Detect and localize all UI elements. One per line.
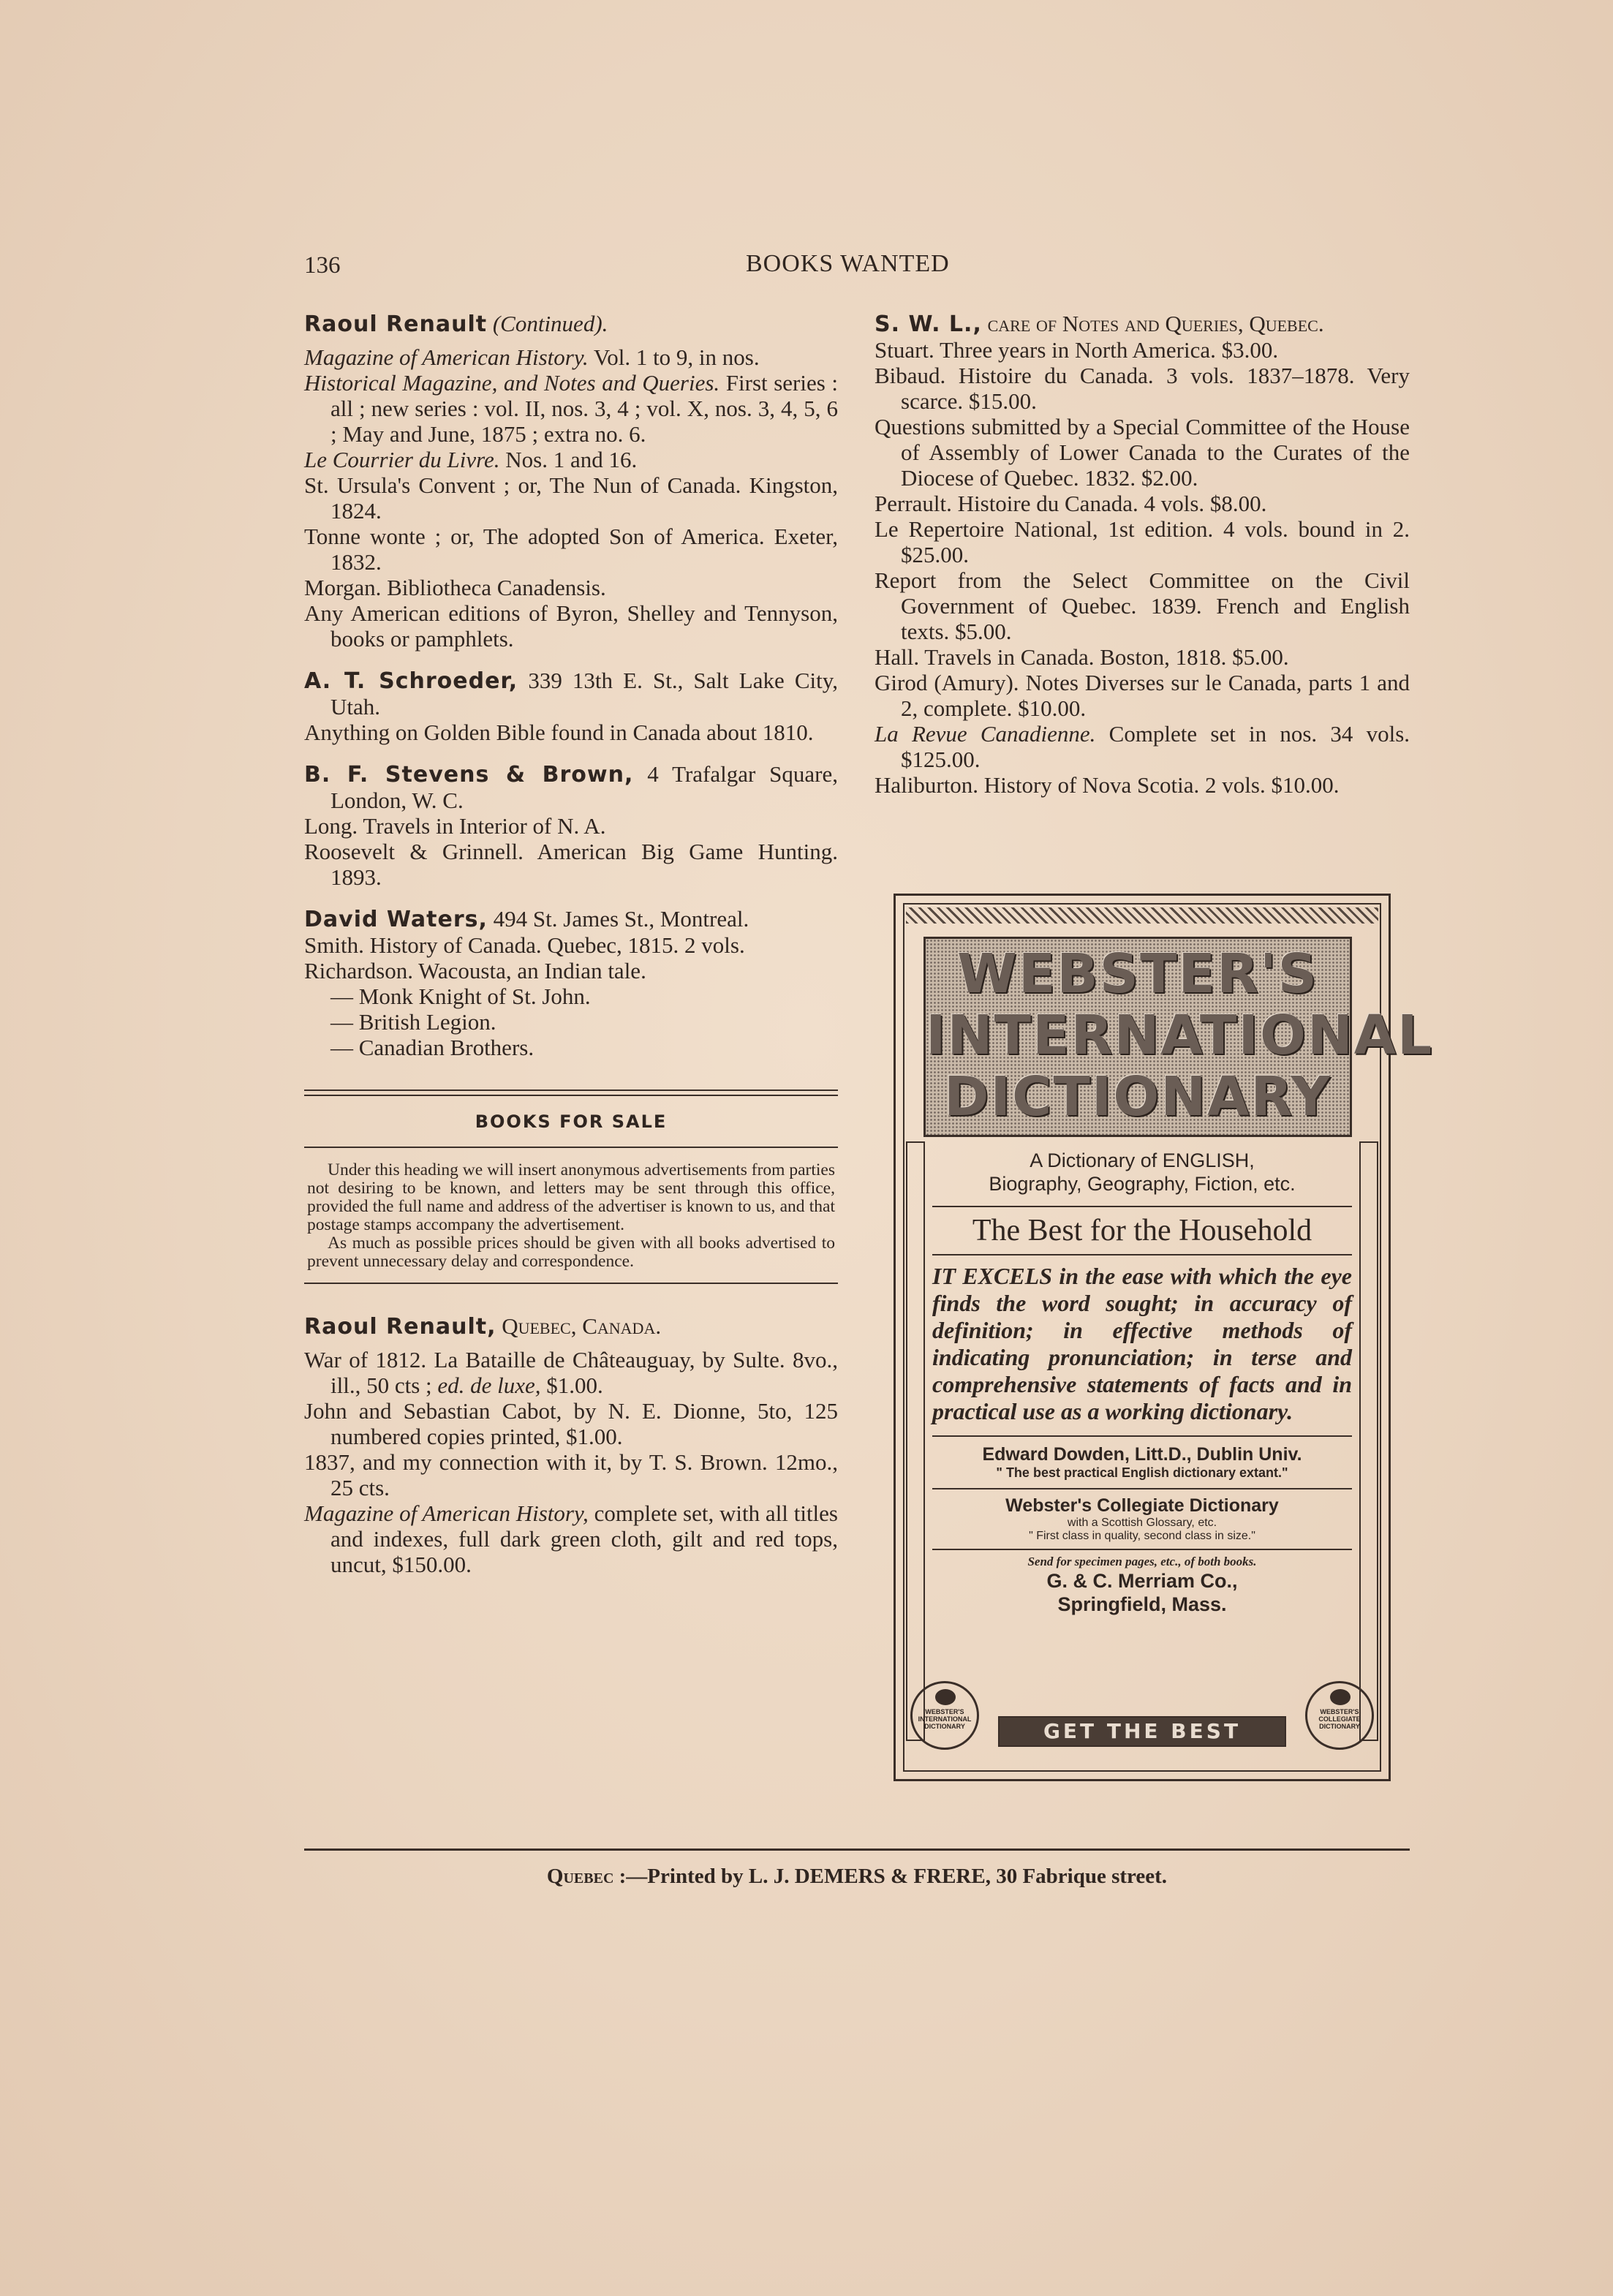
- left-column: [304, 311, 838, 1577]
- book-entry: Anything on Golden Bible found in Canada about 1810.: [304, 720, 814, 745]
- ad-slogan: GET THE BEST: [998, 1716, 1286, 1747]
- book-entry: Smith. History of Canada. Quebec, 1815. 2 vols.: [304, 932, 745, 958]
- webster-advertisement: [894, 894, 1434, 1781]
- book-entry: Bibaud. Histoire du Canada. 3 vols. 1837–1878. Very scarce. $15.00.: [875, 363, 1410, 414]
- ad-title-line: DICTIONARY: [944, 1065, 1331, 1128]
- book-entry: [875, 721, 1410, 772]
- advertiser-name: Raoul Renault: [304, 311, 488, 337]
- book-entry: Perrault. Histoire du Canada. 4 vols. $8.00.: [875, 491, 1267, 516]
- ad-send-note: Send for specimen pages, etc., of both books.: [932, 1549, 1352, 1569]
- page-number: 136: [304, 252, 341, 279]
- book-entry: Richardson. Wacousta, an Indian tale.: [304, 958, 646, 983]
- advertiser-heading: [304, 906, 838, 932]
- ad-title-box: [923, 937, 1434, 1137]
- book-entry: Any American editions of Byron, Shelley and Tennyson, books or pamphlets.: [304, 600, 838, 652]
- book-entry: Roosevelt & Grinnell. American Big Game Hunting. 1893.: [304, 839, 838, 890]
- book-entry: Questions submitted by a Special Committee of the House of Assembly of Lower Canada to the Curates of the Diocese of Quebec. 1832. $2.00.: [875, 414, 1410, 491]
- book-sub-entry: — Monk Knight of St. John.: [330, 983, 591, 1009]
- section-divider: [304, 1147, 838, 1148]
- advertiser-name: Raoul Renault,: [304, 1314, 496, 1340]
- book-sub-entry: — Canadian Brothers.: [330, 1035, 534, 1060]
- book-sub-entry: — British Legion.: [330, 1009, 496, 1035]
- ad-title-line: INTERNATIONAL: [926, 1004, 1434, 1067]
- book-entry: [304, 1347, 838, 1398]
- book-entry: [304, 1500, 838, 1577]
- book-entry: Tonne wonte ; or, The adopted Son of America. Exeter, 1832.: [304, 524, 838, 575]
- book-entry: [304, 344, 838, 370]
- seal-icon: [910, 1681, 979, 1750]
- advertiser-address: 4 Trafalgar Square, London, W. C.: [330, 761, 838, 813]
- advertiser-heading: [304, 668, 838, 720]
- advertiser-name: A. T. Schroeder,: [304, 668, 518, 694]
- advertiser-heading: [304, 311, 838, 337]
- section-title: BOOKS FOR SALE: [475, 1111, 668, 1132]
- book-title: Le Courrier du Livre.: [304, 447, 500, 472]
- seal-icon: [1305, 1681, 1374, 1750]
- ad-collegiate-title: Webster's Collegiate Dictionary: [932, 1488, 1352, 1517]
- imprint-place: Quebec: [546, 1865, 614, 1888]
- footer-rule: [304, 1848, 1410, 1851]
- notice-paragraph: Under this heading we will insert anonymous advertisements from parties not desiring to be known, and letters may be sent through this office, provided the full name and address of the advertiser is known to us, and that postage stamps accompany the advertisement.: [307, 1160, 835, 1234]
- column-ornament: [1359, 1141, 1378, 1741]
- book-details: Complete set in nos. 34 vols. $125.00.: [901, 721, 1410, 772]
- advertiser-name: S. W. L.,: [875, 311, 982, 337]
- section-divider: [304, 1090, 838, 1096]
- seal-label: WEBSTER'S INTERNATIONAL DICTIONARY: [918, 1708, 972, 1730]
- ad-publisher: G. & C. Merriam Co.,: [1046, 1570, 1238, 1592]
- running-head: BOOKS WANTED: [746, 250, 950, 277]
- notice-paragraph: As much as possible prices should be given with all books advertised to prevent unnecessary delay and correspondence.: [307, 1234, 835, 1271]
- book-details: Nos. 1 and 16.: [499, 447, 638, 472]
- imprint-text: :—Printed by L. J. DEMERS & FRERE, 30 Fabrique street.: [613, 1865, 1168, 1888]
- ad-endorser: Edward Dowden, Litt.D., Dublin Univ.: [932, 1435, 1352, 1465]
- ad-publisher-city: Springfield, Mass.: [1057, 1593, 1227, 1615]
- for-sale-notice: [304, 1161, 838, 1271]
- advertiser-address: Quebec, Canada.: [496, 1313, 662, 1339]
- ad-content: [932, 1149, 1352, 1616]
- column-ornament: [906, 1141, 925, 1741]
- book-entry: Stuart. Three years in North America. $3.00.: [875, 337, 1279, 363]
- ad-subtitle: Biography, Geography, Fiction, etc.: [989, 1173, 1296, 1195]
- book-entry: [304, 447, 838, 472]
- book-entry: Report from the Select Committee on the Civil Government of Quebec. 1839. French and English texts. $5.00.: [875, 567, 1410, 644]
- book-entry: [304, 370, 838, 447]
- book-entry: 1837, and my connection with it, by T. S. Brown. 12mo., 25 cts.: [304, 1449, 838, 1500]
- book-entry: Hall. Travels in Canada. Boston, 1818. $5.00.: [875, 644, 1289, 670]
- advertiser-heading: [304, 1313, 838, 1340]
- ad-collegiate-quote: " First class in quality, second class in size.": [1029, 1530, 1255, 1542]
- advertiser-address: 339 13th E. St., Salt Lake City, Utah.: [330, 668, 838, 720]
- book-title: Historical Magazine, and Notes and Queries.: [304, 370, 720, 396]
- book-details: War of 1812. La Bataille de Châteauguay, by Sulte. 8vo., ill., 50 cts ;: [304, 1347, 838, 1398]
- book-details: Vol. 1 to 9, in nos.: [588, 344, 760, 370]
- advertiser-name: B. F. Stevens & Brown,: [304, 762, 634, 788]
- book-details: First series : all ; new series : vol. II, nos. 3, 4 ; vol. X, nos. 3, 4, 5, 6 ; May and June, 1875 ; extra no. 6.: [330, 370, 838, 447]
- ad-body: IT EXCELS in the ease with which the eye finds the word sought; in accuracy of definition; in effective methods of indicating pronunciation; in terse and comprehensive statements of facts and in practical use as a working dictionary.: [932, 1263, 1352, 1424]
- book-title: La Revue Canadienne.: [875, 721, 1096, 747]
- advertiser-address: care of Notes and Queries, Quebec.: [981, 311, 1324, 336]
- ad-quote: " The best practical English dictionary extant.": [996, 1465, 1288, 1480]
- advertiser-address: 494 St. James St., Montreal.: [487, 906, 749, 932]
- ad-subtitle: A Dictionary of ENGLISH,: [1030, 1149, 1255, 1171]
- book-entry: John and Sebastian Cabot, by N. E. Dionne, 5to, 125 numbered copies printed, $1.00.: [304, 1398, 838, 1449]
- book-entry: St. Ursula's Convent ; or, The Nun of Canada. Kingston, 1824.: [304, 472, 838, 524]
- advertiser-name: David Waters,: [304, 907, 488, 932]
- ad-collegiate-note: with a Scottish Glossary, etc.: [1067, 1517, 1217, 1529]
- seal-label: WEBSTER'S COLLEGIATE DICTIONARY: [1318, 1708, 1361, 1730]
- book-entry: Le Repertoire National, 1st edition. 4 vols. bound in 2. $25.00.: [875, 516, 1410, 567]
- book-price: $1.00.: [540, 1372, 603, 1398]
- book-entry: Girod (Amury). Notes Diverses sur le Canada, parts 1 and 2, complete. $10.00.: [875, 670, 1410, 721]
- book-entry: Long. Travels in Interior of N. A.: [304, 813, 606, 839]
- book-entry: Haliburton. History of Nova Scotia. 2 vols. $10.00.: [875, 772, 1340, 798]
- ad-headline: The Best for the Household: [932, 1206, 1352, 1255]
- advertiser-heading: [875, 311, 1410, 337]
- continued-label: (Continued).: [492, 311, 608, 336]
- book-title: Magazine of American History,: [304, 1500, 589, 1526]
- book-entry: Morgan. Bibliotheca Canadensis.: [304, 575, 606, 600]
- ad-ornament: [906, 907, 1378, 924]
- book-edition: ed. de luxe,: [437, 1372, 541, 1398]
- advertiser-heading: [304, 761, 838, 813]
- book-details: complete set, with all titles and indexes, full dark green cloth, gilt and red tops, uncut, $150.00.: [330, 1500, 838, 1577]
- printer-imprint: [304, 1865, 1410, 1889]
- right-column: [875, 311, 1410, 798]
- book-title: Magazine of American History.: [304, 344, 589, 370]
- section-divider: [304, 1283, 838, 1284]
- ad-title-line: WEBSTER'S: [957, 943, 1318, 1005]
